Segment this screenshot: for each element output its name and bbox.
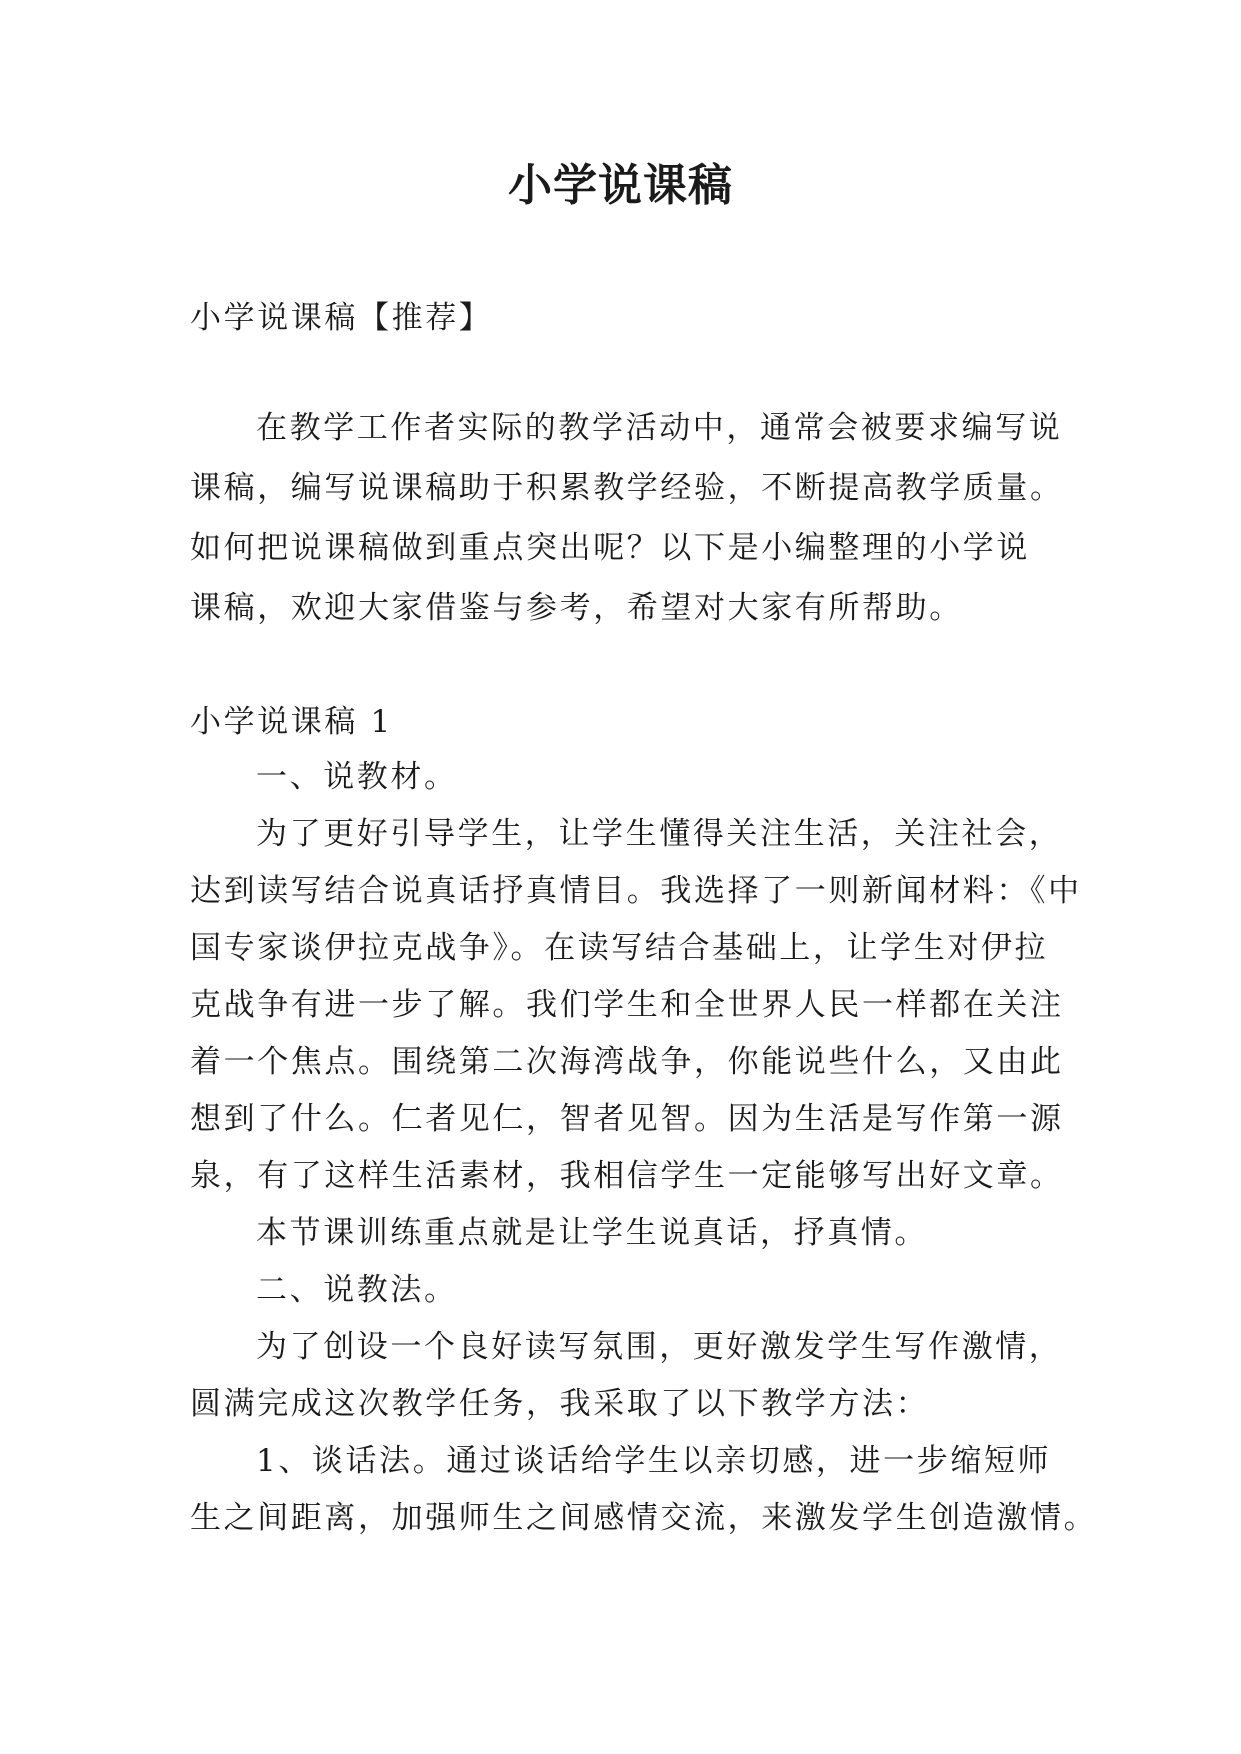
document-title: 小学说课稿 — [508, 160, 733, 211]
body-line: 一、说教材。 — [256, 759, 458, 795]
body-line: 着一个焦点。围绕第二次海湾战争，你能说些什么，又由此 — [190, 1044, 1064, 1080]
body-line: 克战争有进一步了解。我们学生和全世界人民一样都在关注 — [190, 987, 1064, 1023]
body-line: 想到了什么。仁者见仁，智者见智。因为生活是写作第一源 — [190, 1101, 1064, 1137]
body-line: 圆满完成这次教学任务，我采取了以下教学方法： — [190, 1386, 930, 1422]
intro-line: 课稿，编写说课稿助于积累教学经验，不断提高教学质量。 — [190, 470, 1064, 506]
body-line: 达到读写结合说真话抒真情目。我选择了一则新闻材料：《中 — [190, 873, 1082, 909]
intro-line: 如何把说课稿做到重点突出呢？以下是小编整理的小学说 — [190, 530, 1030, 566]
body-line: 为了更好引导学生，让学生懂得关注生活，关注社会， — [256, 816, 1063, 852]
body-line: 生之间距离，加强师生之间感情交流，来激发学生创造激情。 — [190, 1500, 1098, 1536]
body-line: 国专家谈伊拉克战争》。在读写结合基础上，让学生对伊拉 — [190, 930, 1049, 966]
body-line: 1、谈话法。通过谈话给学生以亲切感，进一步缩短师 — [256, 1443, 1052, 1479]
body-line: 本节课训练重点就是让学生说真话，抒真情。 — [256, 1215, 928, 1251]
body-line: 二、说教法。 — [256, 1272, 458, 1308]
section-heading: 小学说课稿 1 — [190, 704, 393, 740]
intro-line: 在教学工作者实际的教学活动中，通常会被要求编写说 — [256, 410, 1063, 446]
document-subtitle: 小学说课稿【推荐】 — [190, 300, 493, 336]
body-line: 泉，有了这样生活素材，我相信学生一定能够写出好文章。 — [190, 1158, 1064, 1194]
body-line: 为了创设一个良好读写氛围，更好激发学生写作激情， — [256, 1329, 1063, 1365]
intro-line: 课稿，欢迎大家借鉴与参考，希望对大家有所帮助。 — [190, 590, 963, 626]
